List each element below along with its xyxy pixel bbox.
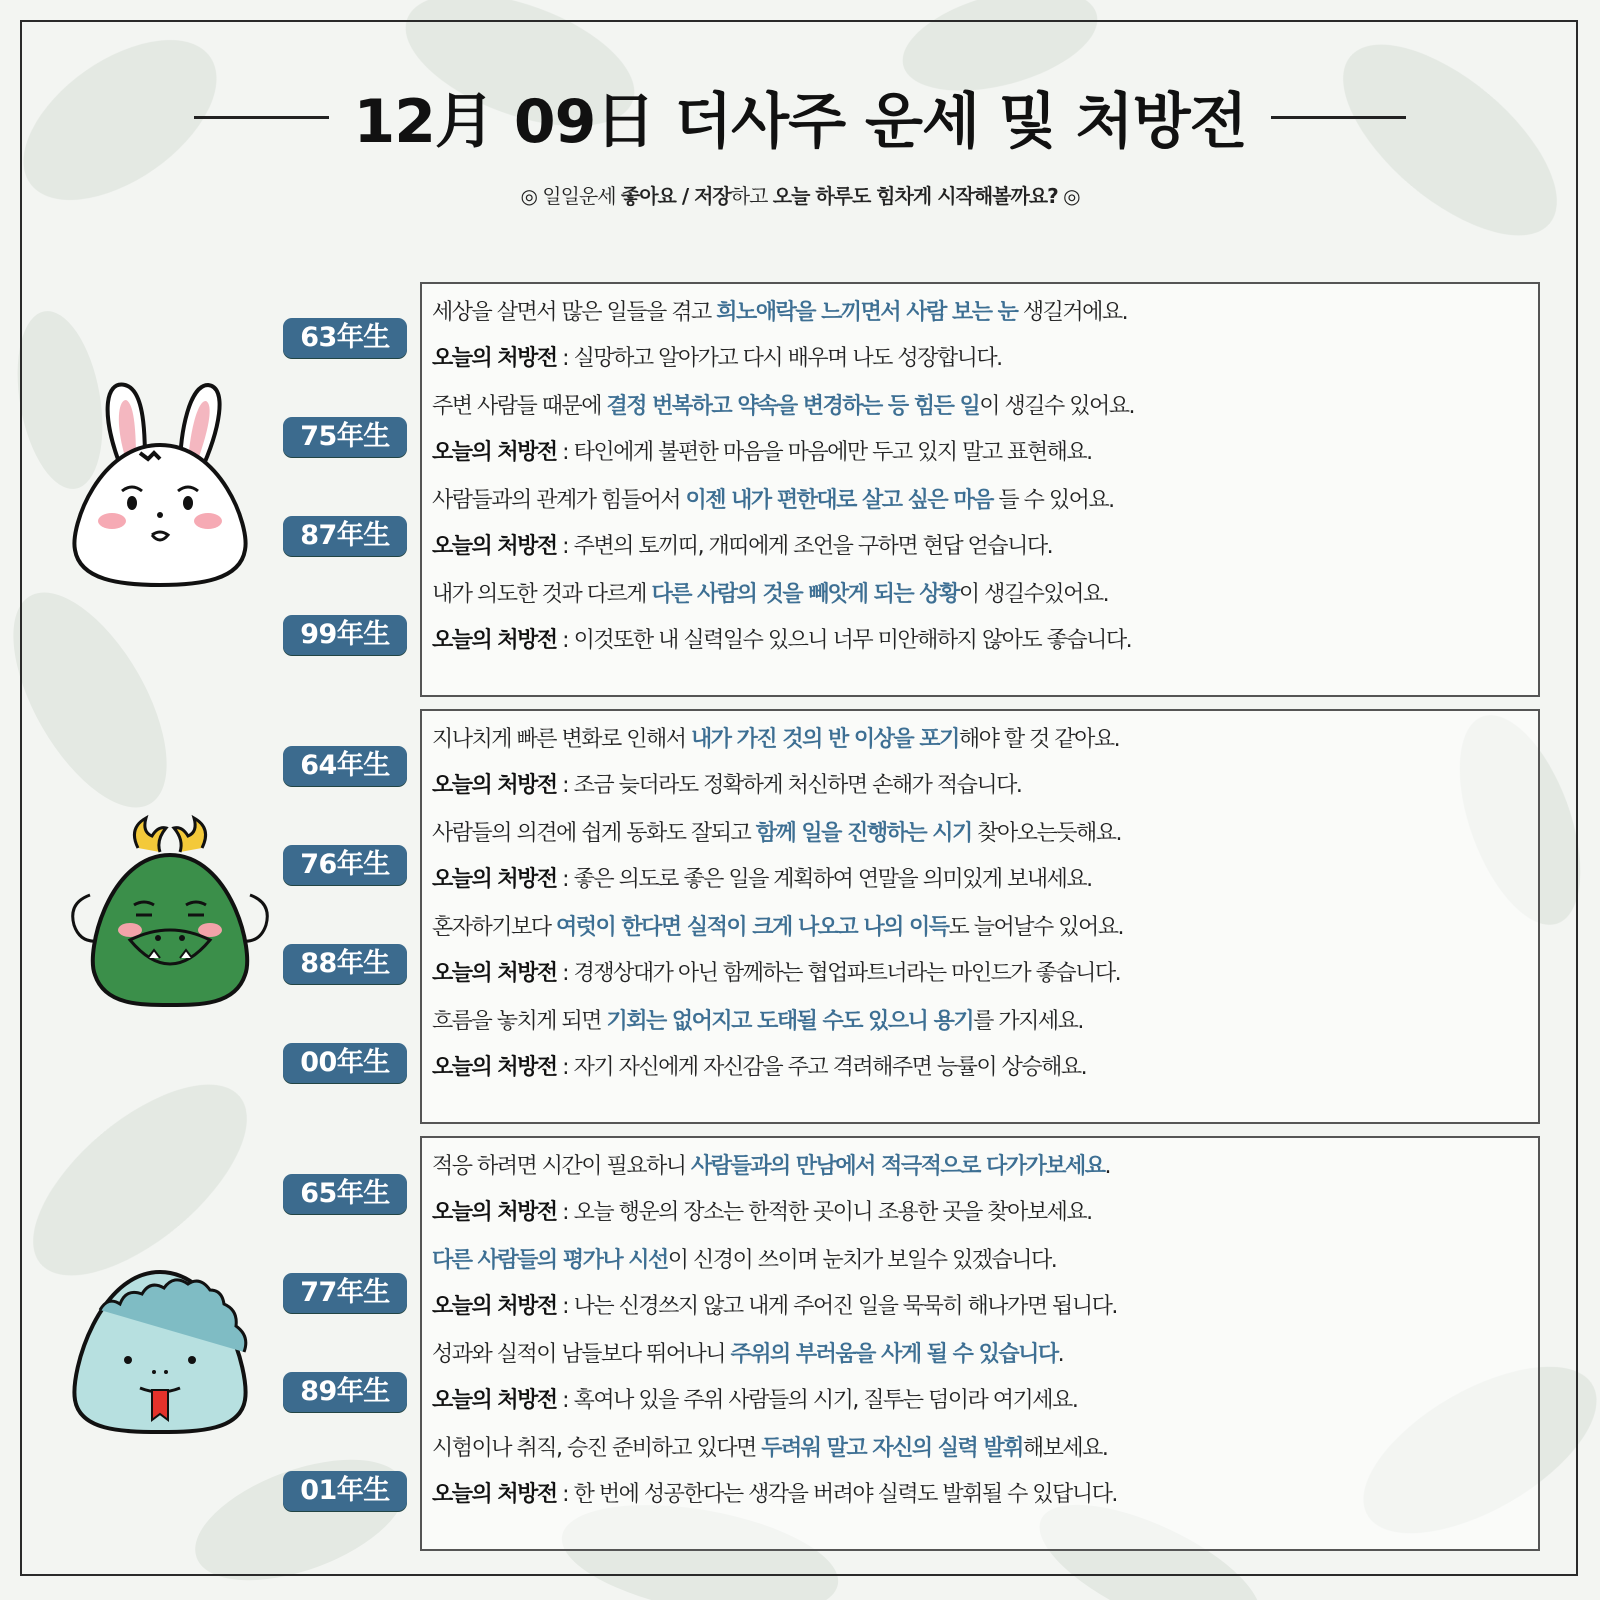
fortune-entry xyxy=(432,999,1532,1091)
fortune-highlight: 기회는 없어지고 도태될 수도 있으니 용기 xyxy=(606,1009,974,1034)
year-badge: 87年生 xyxy=(283,516,407,556)
prescription-label: 오늘의 처방전 xyxy=(432,440,557,465)
fortune-text: 지나치게 빠른 변화로 인해서 xyxy=(432,727,691,752)
fortune-entry xyxy=(432,1238,1532,1330)
fortune-text: 적응 하려면 시간이 필요하니 xyxy=(432,1154,691,1179)
fortune-entry xyxy=(432,905,1532,997)
year-badge: 65年生 xyxy=(283,1174,407,1214)
fortune-highlight: 두려워 말고 자신의 실력 발휘 xyxy=(761,1436,1023,1461)
fortune-text: 를 가지세요. xyxy=(973,1009,1083,1034)
fortune-box-rabbit xyxy=(420,282,1540,697)
fortune-text: 세상을 살면서 많은 일들을 겪고 xyxy=(432,300,717,325)
prescription-text: : 조금 늦더라도 정확하게 처신하면 손해가 적습니다. xyxy=(556,773,1022,798)
fortune-text: 주변 사람들 때문에 xyxy=(432,394,607,419)
page-subtitle xyxy=(0,180,1600,209)
prescription-label: 오늘의 처방전 xyxy=(432,867,557,892)
year-badge: 01年生 xyxy=(283,1471,407,1511)
fortune-text: 이 생길수 있어요. xyxy=(979,394,1134,419)
snake-icon xyxy=(60,1260,260,1440)
rabbit-icon xyxy=(60,375,260,595)
fortune-box-snake xyxy=(420,1136,1540,1551)
year-badge: 00年生 xyxy=(283,1043,407,1083)
fortune-text: 이 신경이 쓰이며 눈치가 보일수 있겠습니다. xyxy=(667,1248,1057,1273)
prescription-line xyxy=(432,1472,1532,1518)
prescription-label: 오늘의 처방전 xyxy=(432,534,557,559)
fortune-entry xyxy=(432,478,1532,570)
prescription-line xyxy=(432,857,1532,903)
fortune-text: 생길거에요. xyxy=(1017,300,1128,325)
fortune-text: 찾아오는듯해요. xyxy=(971,821,1122,846)
prescription-text: : 오늘 행운의 장소는 한적한 곳이니 조용한 곳을 찾아보세요. xyxy=(556,1200,1092,1225)
subtitle-like-save: 좋아요 / 저장 xyxy=(620,184,731,208)
prescription-line xyxy=(432,951,1532,997)
fortune-line xyxy=(432,290,1532,336)
fortune-text: 들 수 있어요. xyxy=(992,488,1114,513)
fortune-line xyxy=(432,717,1532,763)
fortune-text: 사람들과의 관계가 힘들어서 xyxy=(432,488,686,513)
fortune-entry xyxy=(432,1332,1532,1424)
year-badge: 63年生 xyxy=(283,318,407,358)
prescription-label: 오늘의 처방전 xyxy=(432,1294,557,1319)
fortune-entry xyxy=(432,717,1532,809)
prescription-line xyxy=(432,1378,1532,1424)
fortune-text: 사람들의 의견에 쉽게 동화도 잘되고 xyxy=(432,821,756,846)
prescription-label: 오늘의 처방전 xyxy=(432,1055,557,1080)
fortune-line xyxy=(432,478,1532,524)
fortune-highlight: 주위의 부러움을 사게 될 수 있습니다 xyxy=(730,1342,1058,1367)
title-line-right xyxy=(1271,116,1406,119)
fortune-text: 흐름을 놓치게 되면 xyxy=(432,1009,607,1034)
fortune-line xyxy=(432,1426,1532,1472)
fortune-line xyxy=(432,905,1532,951)
prescription-text: : 자기 자신에게 자신감을 주고 격려해주면 능률이 상승해요. xyxy=(556,1055,1087,1080)
year-badge: 99年生 xyxy=(283,615,407,655)
fortune-line xyxy=(432,572,1532,618)
fortune-text: 시험이나 취직, 승진 준비하고 있다면 xyxy=(432,1436,762,1461)
fortune-highlight: 결정 번복하고 약속을 변경하는 등 힘든 일 xyxy=(606,394,980,419)
title-row xyxy=(0,72,1600,162)
prescription-text: : 혹여나 있을 주위 사람들의 시기, 질투는 덤이라 여기세요. xyxy=(556,1388,1078,1413)
fortune-highlight: 다른 사람들의 평가나 시선 xyxy=(432,1248,668,1273)
fortune-highlight: 여럿이 한다면 실적이 크게 나오고 나의 이득 xyxy=(556,915,949,940)
fortune-highlight: 희노애락을 느끼면서 사람 보는 눈 xyxy=(716,300,1018,325)
prescription-line xyxy=(432,524,1532,570)
fortune-entry xyxy=(432,384,1532,476)
fortune-text: 혼자하기보다 xyxy=(432,915,557,940)
prescription-text: : 타인에게 불편한 마음을 마음에만 두고 있지 말고 표현해요. xyxy=(556,440,1092,465)
fortune-line xyxy=(432,811,1532,857)
fortune-highlight: 함께 일을 진행하는 시기 xyxy=(755,821,972,846)
fortune-text: 이 생길수있어요. xyxy=(958,582,1109,607)
year-badge: 75年生 xyxy=(283,417,407,457)
year-badge: 76年生 xyxy=(283,845,407,885)
fortune-line xyxy=(432,1332,1532,1378)
fortune-box-dragon xyxy=(420,709,1540,1124)
prescription-line xyxy=(432,1284,1532,1330)
prescription-label: 오늘의 처방전 xyxy=(432,1388,557,1413)
year-badge: 89年生 xyxy=(283,1372,407,1412)
fortune-entry xyxy=(432,811,1532,903)
fortune-text: 내가 의도한 것과 다르게 xyxy=(432,582,652,607)
prescription-line xyxy=(432,1190,1532,1236)
subtitle-open-mark: ◎ xyxy=(520,184,543,208)
subtitle-start-day: 오늘 하루도 힘차게 시작해볼까요? xyxy=(772,184,1058,208)
prescription-label: 오늘의 처방전 xyxy=(432,961,557,986)
fortune-line xyxy=(432,999,1532,1045)
prescription-text: : 경쟁상대가 아닌 함께하는 협업파트너라는 마인드가 좋습니다. xyxy=(556,961,1121,986)
fortune-entry xyxy=(432,290,1532,382)
year-badge: 88年生 xyxy=(283,944,407,984)
fortune-highlight: 다른 사람의 것을 빼앗게 되는 상황 xyxy=(651,582,959,607)
prescription-label: 오늘의 처방전 xyxy=(432,346,557,371)
subtitle-part3: 하고 xyxy=(730,184,773,208)
prescription-label: 오늘의 처방전 xyxy=(432,1200,557,1225)
fortune-highlight: 사람들과의 만남에서 적극적으로 다가가보세요 xyxy=(691,1154,1105,1179)
fortune-entry xyxy=(432,1144,1532,1236)
fortune-text: . xyxy=(1104,1154,1111,1179)
prescription-line xyxy=(432,763,1532,809)
prescription-label: 오늘의 처방전 xyxy=(432,1482,557,1507)
fortune-entry xyxy=(432,572,1532,664)
subtitle-part1: 일일운세 xyxy=(542,184,621,208)
fortune-highlight: 내가 가진 것의 반 이상을 포기 xyxy=(691,727,959,752)
fortune-line xyxy=(432,384,1532,430)
fortune-entry xyxy=(432,1426,1532,1518)
prescription-text: : 좋은 의도로 좋은 일을 계획하여 연말을 의미있게 보내세요. xyxy=(556,867,1092,892)
fortune-line xyxy=(432,1144,1532,1190)
fortune-highlight: 이젠 내가 편한대로 살고 싶은 마음 xyxy=(685,488,993,513)
prescription-line xyxy=(432,430,1532,476)
prescription-label: 오늘의 처방전 xyxy=(432,628,557,653)
dragon-icon xyxy=(60,810,280,1010)
fortune-text: . xyxy=(1057,1342,1064,1367)
prescription-label: 오늘의 처방전 xyxy=(432,773,557,798)
year-badge: 77年生 xyxy=(283,1273,407,1313)
page-title: 12月 09日 더사주 운세 및 처방전 xyxy=(353,87,1247,157)
prescription-text: : 나는 신경쓰지 않고 내게 주어진 일을 묵묵히 해나가면 됩니다. xyxy=(556,1294,1117,1319)
fortune-text: 해야 할 것 같아요. xyxy=(958,727,1120,752)
fortune-text: 성과와 실적이 남들보다 뛰어나니 xyxy=(432,1342,731,1367)
subtitle-close-mark: ◎ xyxy=(1057,184,1080,208)
year-badge: 64年生 xyxy=(283,746,407,786)
prescription-line xyxy=(432,618,1532,664)
fortune-text: 해보세요. xyxy=(1022,1436,1108,1461)
title-line-left xyxy=(194,116,329,119)
fortune-line xyxy=(432,1238,1532,1284)
prescription-line xyxy=(432,336,1532,382)
prescription-text: : 이것또한 내 실력일수 있으니 너무 미안해하지 않아도 좋습니다. xyxy=(556,628,1132,653)
prescription-text: : 한 번에 성공한다는 생각을 버려야 실력도 발휘될 수 있답니다. xyxy=(556,1482,1117,1507)
fortune-text: 도 늘어날수 있어요. xyxy=(948,915,1124,940)
prescription-line xyxy=(432,1045,1532,1091)
prescription-text: : 실망하고 알아가고 다시 배우며 나도 성장합니다. xyxy=(556,346,1002,371)
prescription-text: : 주변의 토끼띠, 개띠에게 조언을 구하면 현답 얻습니다. xyxy=(556,534,1053,559)
